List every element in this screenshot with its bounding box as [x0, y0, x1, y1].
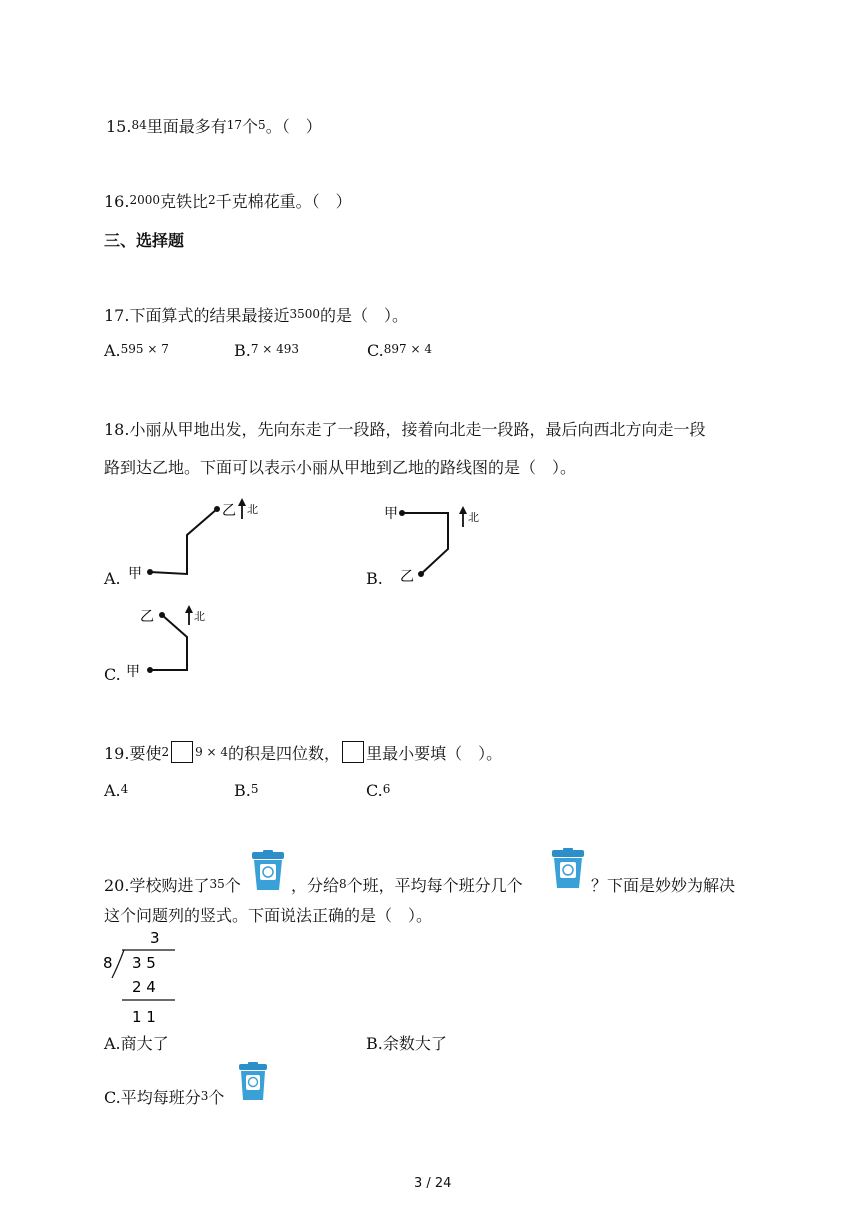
division-divisor: 8 [103, 954, 113, 972]
long-division [100, 926, 185, 1028]
label-bei-c: 北 [194, 610, 205, 623]
trash-bin-icon-2 [549, 848, 587, 890]
trash-bin-icon-3 [236, 1062, 270, 1102]
q18-option-a-label[interactable]: A. [104, 569, 121, 588]
point-yi-c [159, 612, 165, 618]
point-yi-a [214, 506, 220, 512]
division-remainder: 1 1 [132, 1008, 156, 1026]
q19-option-b[interactable]: B.5 [234, 781, 259, 800]
label-jia-b: 甲 [384, 506, 398, 522]
route-line-c [150, 615, 187, 670]
label-bei-a: 北 [247, 503, 258, 516]
blank-box[interactable] [171, 741, 193, 763]
question-17: 17.下面算式的结果最接近3500的是（ ）。 [104, 306, 409, 325]
q20-option-c[interactable]: C.平均每班分3个 [104, 1088, 225, 1107]
label-yi-a: 乙 [222, 503, 236, 519]
division-quotient: 3 [150, 929, 160, 947]
q18-option-c-diagram [120, 597, 230, 682]
point-jia-a [147, 569, 153, 575]
q17-option-a[interactable]: A.595 × 7 [104, 341, 169, 360]
question-18-line1: 18.小丽从甲地出发，先向东走了一段路，接着向北走一段路，最后向西北方向走一段 [104, 420, 706, 439]
q18-option-c-label[interactable]: C. [104, 665, 121, 684]
section-heading: 三、选择题 [104, 231, 185, 250]
blank-box-reference [342, 741, 364, 763]
question-20-line1a: 20.学校购进了35个 [104, 876, 241, 895]
route-line-b [402, 513, 448, 574]
q18-option-b-diagram [380, 497, 510, 587]
question-18-line2: 路到达乙地。下面可以表示小丽从甲地到乙地的路线图的是（ ）。 [104, 458, 577, 477]
trash-bin-icon [249, 850, 287, 892]
question-20-line1b: ，分给8个班，平均每个班分几个 [291, 876, 523, 895]
question-20-line1c: ？下面是妙妙为解决 [591, 876, 736, 895]
page-number: 3 / 24 [414, 1176, 452, 1191]
question-15: 15.84里面最多有17个5。（ ） [106, 117, 322, 136]
q19-option-c[interactable]: C.6 [366, 781, 391, 800]
q19-option-a[interactable]: A.4 [104, 781, 129, 800]
q20-option-a[interactable]: A.商大了 [104, 1034, 169, 1053]
question-19: 19.要使2 9 × 4的积是四位数， 里最小要填（ ）。 [104, 741, 502, 764]
route-line-a [150, 509, 217, 574]
q18-option-b-label[interactable]: B. [366, 569, 383, 588]
question-16: 16.2000克铁比2千克棉花重。（ ） [104, 192, 352, 211]
division-dividend: 3 5 [132, 954, 156, 972]
q17-option-b[interactable]: B.7 × 493 [234, 341, 300, 360]
point-yi-b [418, 571, 424, 577]
point-jia-c [147, 667, 153, 673]
q20-option-b[interactable]: B.余数大了 [366, 1034, 447, 1053]
label-yi-b: 乙 [400, 569, 414, 585]
label-jia-c: 甲 [126, 664, 140, 680]
point-jia-b [399, 510, 405, 516]
label-bei-b: 北 [468, 511, 479, 524]
division-product: 2 4 [132, 978, 156, 996]
q17-option-c[interactable]: C.897 × 4 [367, 341, 432, 360]
label-yi-c: 乙 [140, 609, 154, 625]
q18-option-a-diagram [120, 495, 270, 585]
label-jia-a: 甲 [128, 566, 142, 582]
question-20-line2: 这个问题列的竖式。下面说法正确的是（ ）。 [104, 906, 433, 925]
